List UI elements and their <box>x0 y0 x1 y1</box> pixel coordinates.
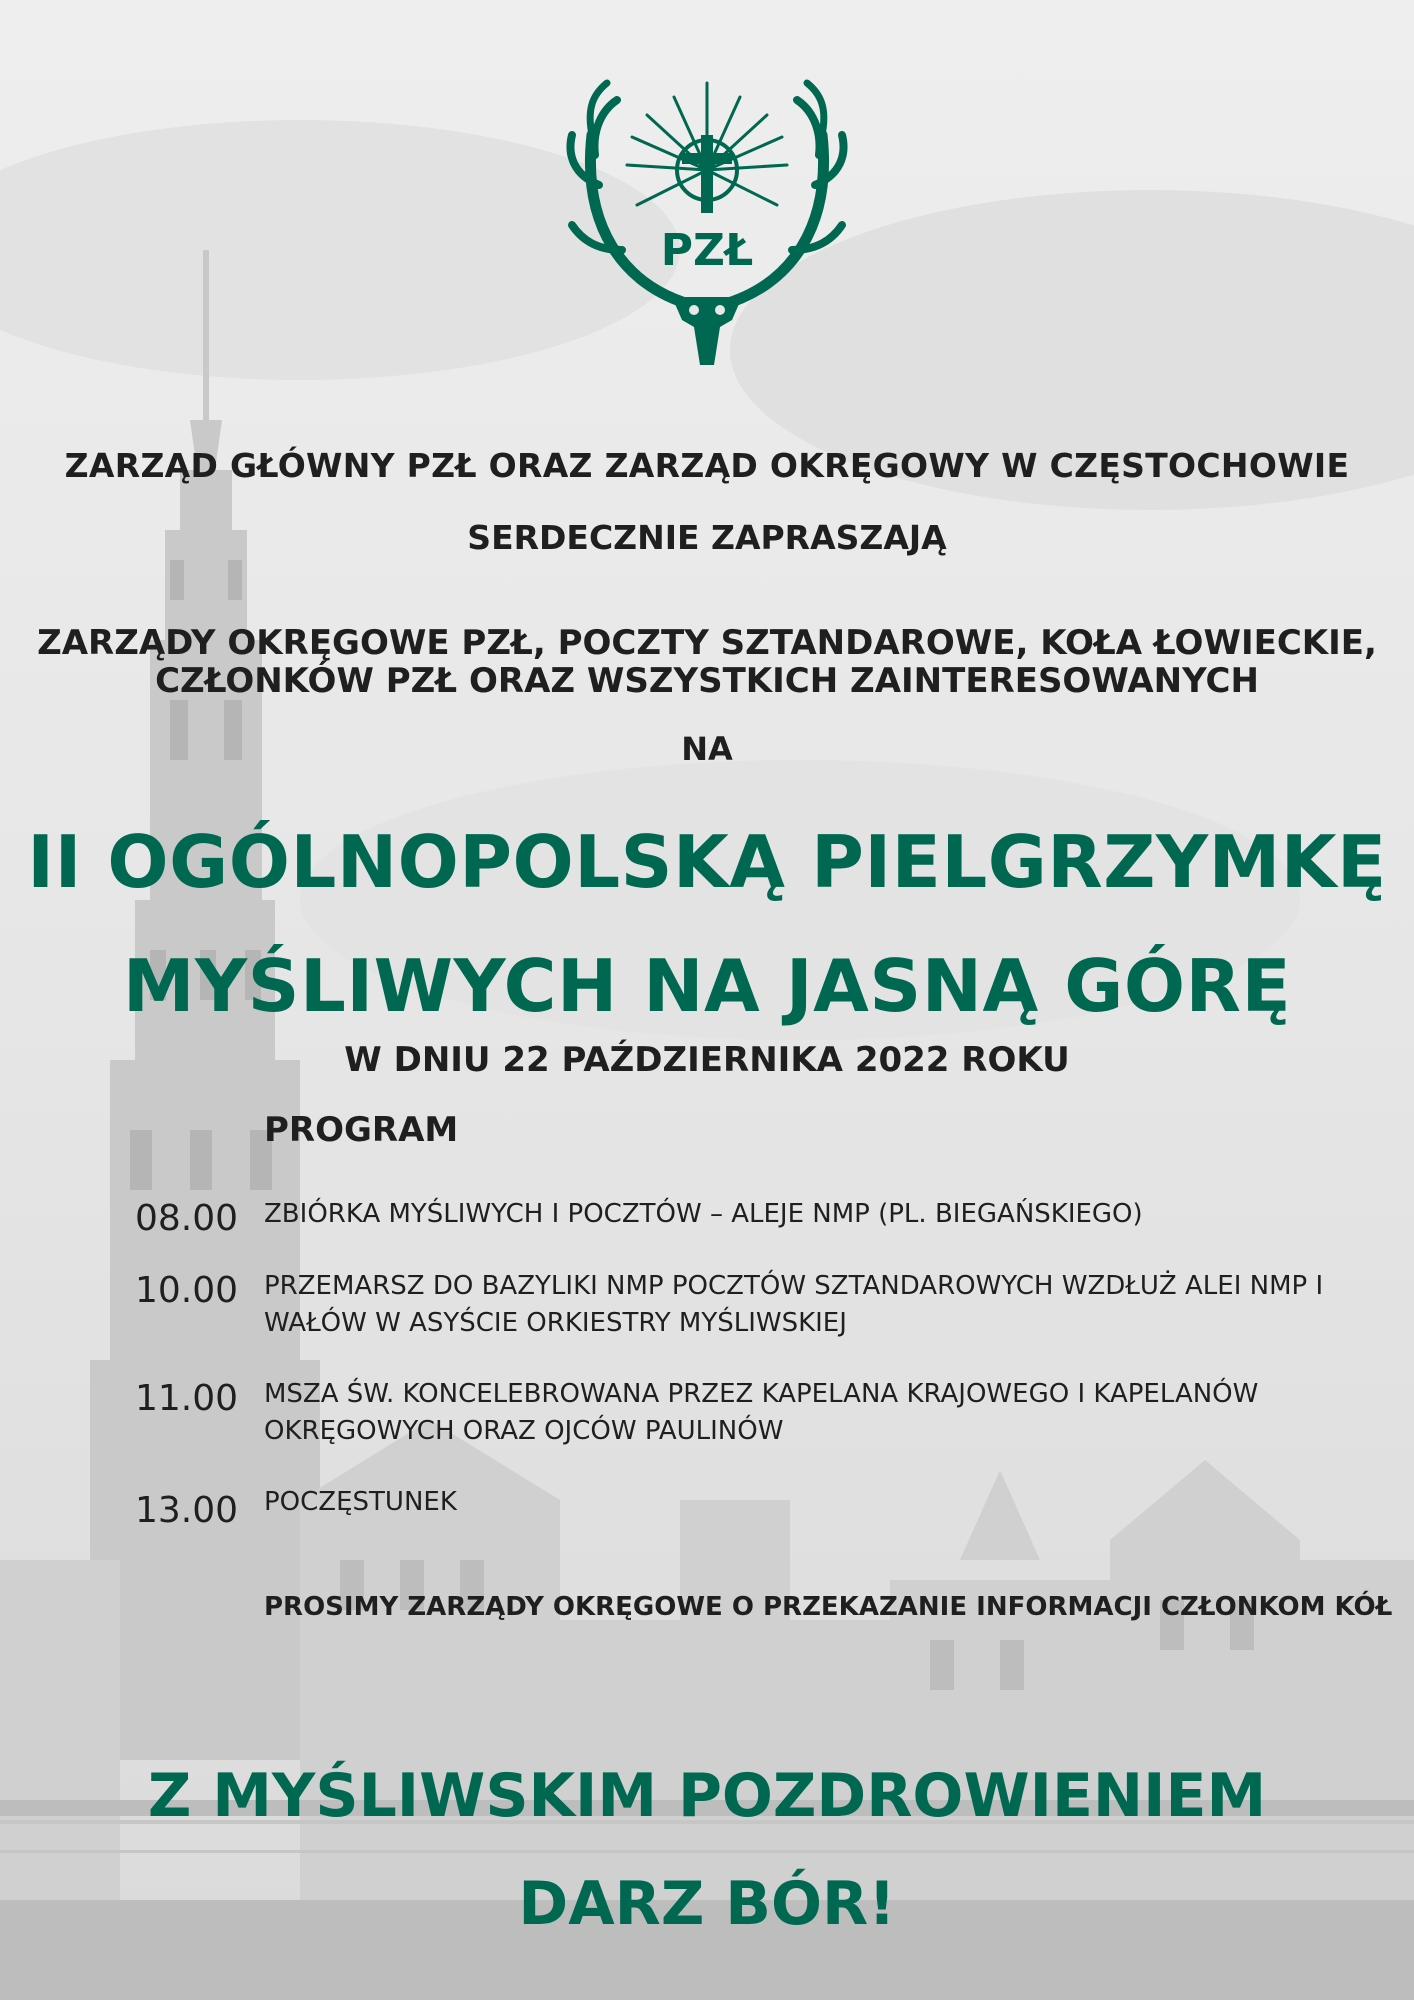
closing-line-1: Z MYŚLIWSKIM POZDROWIENIEM <box>147 1761 1267 1831</box>
na-line: NA <box>681 730 733 768</box>
closing-line-2: DARZ BÓR! <box>518 1869 896 1939</box>
event-title-line-1: II OGÓLNOPOLSKĄ PIELGRZYMKĘ <box>27 820 1387 904</box>
program-description-line-2: OKRĘGOWYCH ORAZ OJCÓW PAULINÓW <box>264 1416 784 1446</box>
program-time: 08.00 <box>134 1198 238 1239</box>
invitees-line-2: CZŁONKÓW PZŁ ORAZ WSZYSTKICH ZAINTERESOWANYCH <box>155 661 1259 701</box>
invitees-line-1: ZARZĄDY OKRĘGOWE PZŁ, POCZTY SZTANDAROWE, KOŁA ŁOWIECKIE, <box>37 623 1377 663</box>
closing-greeting <box>0 1742 1414 1958</box>
invitees-block <box>0 624 1414 700</box>
program-description-line-1: ZBIÓRKA MYŚLIWYCH I POCZTÓW – ALEJE NMP (PL. BIEGAŃSKIEGO) <box>264 1199 1143 1229</box>
program-description <box>264 1268 1344 1342</box>
program-description <box>264 1196 1344 1233</box>
program-description-line-1: PRZEMARSZ DO BAZYLIKI NMP POCZTÓW SZTANDAROWYCH WZDŁUŻ ALEI NMP I <box>264 1271 1324 1301</box>
event-title <box>0 800 1414 1048</box>
program-description <box>264 1376 1344 1450</box>
pzl-emblem-icon <box>562 75 852 375</box>
organizers-line: ZARZĄD GŁÓWNY PZŁ ORAZ ZARZĄD OKRĘGOWY W CZĘSTOCHOWIE <box>64 446 1350 485</box>
event-title-line-2: MYŚLIWYCH NA JASNĄ GÓRĘ <box>122 944 1292 1028</box>
program-heading: PROGRAM <box>264 1110 459 1150</box>
program-description <box>264 1484 1344 1521</box>
event-date: W DNIU 22 PAŹDZIERNIKA 2022 ROKU <box>344 1040 1070 1080</box>
request-note: PROSIMY ZARZĄDY OKRĘGOWE O PRZEKAZANIE INFORMACJI CZŁONKOM KÓŁ <box>264 1592 1393 1622</box>
program-description-line-2: WAŁÓW W ASYŚCIE ORKIESTRY MYŚLIWSKIEJ <box>264 1308 847 1338</box>
program-time: 13.00 <box>134 1490 238 1531</box>
program-description-line-1: POCZĘSTUNEK <box>264 1487 457 1517</box>
logo-letters: PZŁ <box>660 225 754 276</box>
program-description-line-1: MSZA ŚW. KONCELEBROWANA PRZEZ KAPELANA KRAJOWEGO I KAPELANÓW <box>264 1379 1259 1409</box>
invite-line: SERDECZNIE ZAPRASZAJĄ <box>467 518 947 557</box>
program-time: 10.00 <box>134 1270 238 1311</box>
program-time: 11.00 <box>134 1378 238 1419</box>
